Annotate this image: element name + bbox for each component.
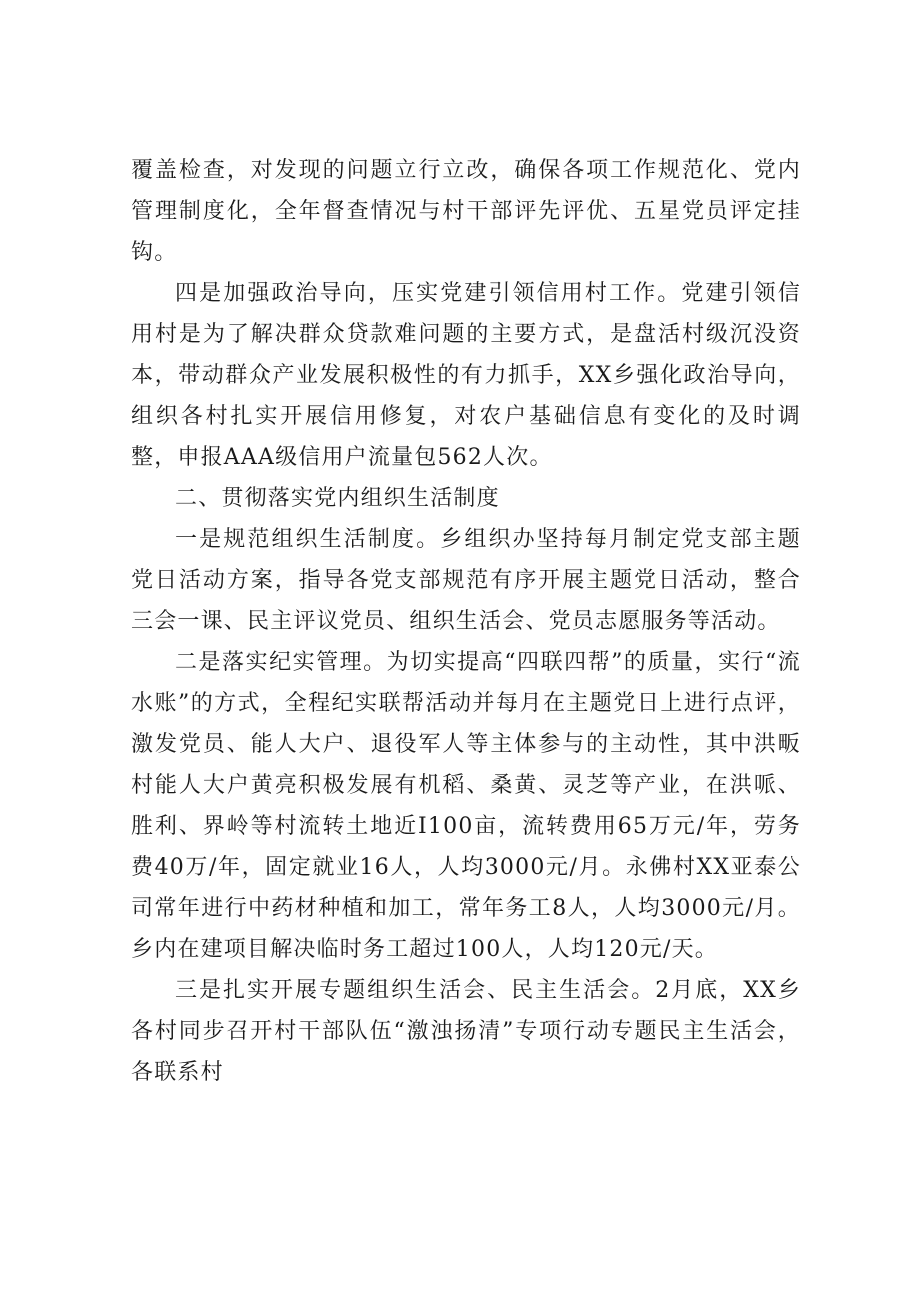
paragraph-3: 一是规范组织生活制度。乡组织办坚持每月制定党支部主题党日活动方案，指导各党支部规范有序开展主题党日活动，整合三会一课、民主评议党员、组织生活会、党员志愿服务等活动。	[131, 527, 801, 634]
document-body	[131, 150, 801, 1093]
section-heading: 二、贯彻落实党内组织生活制度	[175, 486, 500, 511]
paragraph-5: 三是扎实开展专题组织生活会、民主生活会。2月底，XX乡各村同步召开村干部队伍“激浊扬清”专项行动专题民主生活会，各联系村	[131, 978, 801, 1085]
paragraph-4: 二是落实纪实管理。为切实提高“四联四帮”的质量，实行“流水账”的方式，全程纪实联帮活动并每月在主题党日上进行点评，激发党员、能人大户、退役军人等主体参与的主动性，其中洪畈村能人大户黄亮积极发展有机稻、桑黄、灵芝等产业，在洪哌、胜利、界岭等村流转土地近I100亩，流转费用65万元/年，劳务费40万/年，固定就业16人，人均3000元/月。永佛村XX亚泰公司常年进行中药材种植和加工，常年务工8人，人均3000元/月。乡内在建项目解决临时务工超过100人，人均120元/天。	[131, 650, 801, 962]
paragraph-1: 覆盖检查，对发现的问题立行立改，确保各项工作规范化、党内管理制度化，全年督查情况与村干部评先评优、五星党员评定挂钩。	[131, 158, 801, 265]
paragraph-2: 四是加强政治导向，压实党建引领信用村工作。党建引领信用村是为了解决群众贷款难问题的主要方式，是盘活村级沉没资本，带动群众产业发展积极性的有力抓手，XX乡强化政治导向，组织各村扎实开展信用修复，对农户基础信息有变化的及时调整，申报AAA级信用户流量包562人次。	[131, 281, 801, 470]
